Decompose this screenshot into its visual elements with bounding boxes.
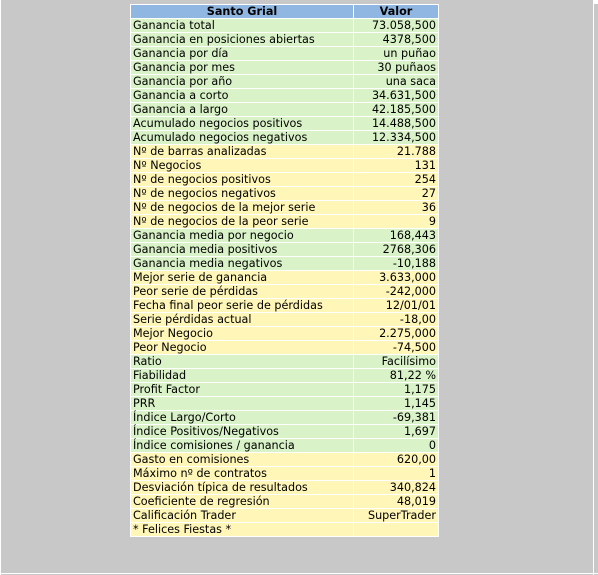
row-label: Nº Negocios (131, 159, 353, 172)
row-label: Fiabilidad (131, 369, 353, 382)
table-row (131, 495, 438, 508)
row-label: Nº de barras analizadas (131, 145, 353, 158)
table-row (131, 187, 438, 200)
table-row (131, 383, 438, 396)
row-label: Ganancia total (131, 19, 353, 32)
table-row (131, 313, 438, 326)
table-row (131, 271, 438, 284)
left-border (0, 0, 1, 575)
row-value: 30 puñaos (354, 61, 438, 74)
row-label: Mejor Negocio (131, 327, 353, 340)
table-row (131, 285, 438, 298)
row-label: Profit Factor (131, 383, 353, 396)
table-row (131, 19, 438, 32)
table-row (131, 145, 438, 158)
row-label: Coeficiente de regresión (131, 495, 353, 508)
row-value: SuperTrader (354, 509, 438, 522)
row-value: 168,443 (354, 229, 438, 242)
header-name: Santo Grial (131, 5, 353, 18)
table-row (131, 397, 438, 410)
table-row (131, 159, 438, 172)
stats-body (131, 19, 438, 536)
row-value: 1,175 (354, 383, 438, 396)
table-row (131, 61, 438, 74)
table-row (131, 243, 438, 256)
row-label: * Felices Fiestas * (131, 523, 353, 536)
row-value: 1,145 (354, 397, 438, 410)
row-value: 81,22 % (354, 369, 438, 382)
table-row (131, 47, 438, 60)
table-row (131, 341, 438, 354)
row-label: Calificación Trader (131, 509, 353, 522)
table-row (131, 103, 438, 116)
row-label: Ganancia a corto (131, 89, 353, 102)
row-value: 14.488,500 (354, 117, 438, 130)
table-row (131, 117, 438, 130)
table-row (131, 355, 438, 368)
row-value: -242,000 (354, 285, 438, 298)
row-label: Ganancia media negativos (131, 257, 353, 270)
table-row (131, 173, 438, 186)
row-label: Ratio (131, 355, 353, 368)
row-value: 2768,306 (354, 243, 438, 256)
table-row (131, 257, 438, 270)
row-label: Ganancia por mes (131, 61, 353, 74)
row-label: Ganancia a largo (131, 103, 353, 116)
row-value: 254 (354, 173, 438, 186)
table-row (131, 327, 438, 340)
table-row (131, 33, 438, 46)
row-value: 12.334,500 (354, 131, 438, 144)
row-value: 1 (354, 467, 438, 480)
row-label: Índice Largo/Corto (131, 411, 353, 424)
row-label: Ganancia por año (131, 75, 353, 88)
row-value: 3.633,000 (354, 271, 438, 284)
row-value: un puñao (354, 47, 438, 60)
row-label: Ganancia en posiciones abiertas (131, 33, 353, 46)
row-label: Ganancia media por negocio (131, 229, 353, 242)
row-value: -69,381 (354, 411, 438, 424)
row-value: Facilísimo (354, 355, 438, 368)
table-row (131, 453, 438, 466)
table-row (131, 425, 438, 438)
row-value: 340,824 (354, 481, 438, 494)
row-label: Acumulado negocios negativos (131, 131, 353, 144)
row-value: 36 (354, 201, 438, 214)
row-value: 620,00 (354, 453, 438, 466)
table-row (131, 131, 438, 144)
table-row (131, 89, 438, 102)
corner-mark (594, 0, 598, 4)
row-label: Índice comisiones / ganancia (131, 439, 353, 452)
table-row (131, 439, 438, 452)
row-label: Índice Positivos/Negativos (131, 425, 353, 438)
row-value: 42.185,500 (354, 103, 438, 116)
row-label: Nº de negocios negativos (131, 187, 353, 200)
header-row (131, 5, 438, 18)
row-value: 9 (354, 215, 438, 228)
table-row (131, 481, 438, 494)
row-label: Desviación típica de resultados (131, 481, 353, 494)
row-value: 73.058,500 (354, 19, 438, 32)
row-label: Gasto en comisiones (131, 453, 353, 466)
row-label: Nº de negocios positivos (131, 173, 353, 186)
row-value: 1,697 (354, 425, 438, 438)
row-value: -74,500 (354, 341, 438, 354)
row-value: 0 (354, 439, 438, 452)
table-row (131, 75, 438, 88)
row-label: Ganancia por día (131, 47, 353, 60)
row-label: Nº de negocios de la peor serie (131, 215, 353, 228)
table-row (131, 299, 438, 312)
table-row (131, 215, 438, 228)
row-label: Mejor serie de ganancia (131, 271, 353, 284)
table-row (131, 201, 438, 214)
row-label: Peor serie de pérdidas (131, 285, 353, 298)
row-value: -10,188 (354, 257, 438, 270)
row-value: una saca (354, 75, 438, 88)
row-label: Acumulado negocios positivos (131, 117, 353, 130)
row-value: 2.275,000 (354, 327, 438, 340)
row-value: 12/01/01 (354, 299, 438, 312)
row-value: 27 (354, 187, 438, 200)
row-label: PRR (131, 397, 353, 410)
table-row (131, 369, 438, 382)
row-value: 4378,500 (354, 33, 438, 46)
stats-table (130, 4, 439, 537)
row-label: Fecha final peor serie de pérdidas (131, 299, 353, 312)
row-value: 48,019 (354, 495, 438, 508)
right-border (593, 0, 594, 575)
row-value: 34.631,500 (354, 89, 438, 102)
table-row (131, 467, 438, 480)
row-label: Peor Negocio (131, 341, 353, 354)
row-value: 21.788 (354, 145, 438, 158)
row-value: 131 (354, 159, 438, 172)
table-row (131, 509, 438, 522)
table-row (131, 229, 438, 242)
table-row (131, 411, 438, 424)
row-value (354, 523, 438, 536)
row-label: Serie pérdidas actual (131, 313, 353, 326)
row-label: Nº de negocios de la mejor serie (131, 201, 353, 214)
header-value: Valor (354, 5, 438, 18)
row-value: -18,00 (354, 313, 438, 326)
row-label: Ganancia media positivos (131, 243, 353, 256)
table-row (131, 523, 438, 536)
bottom-border (0, 573, 598, 574)
row-label: Máximo nº de contratos (131, 467, 353, 480)
